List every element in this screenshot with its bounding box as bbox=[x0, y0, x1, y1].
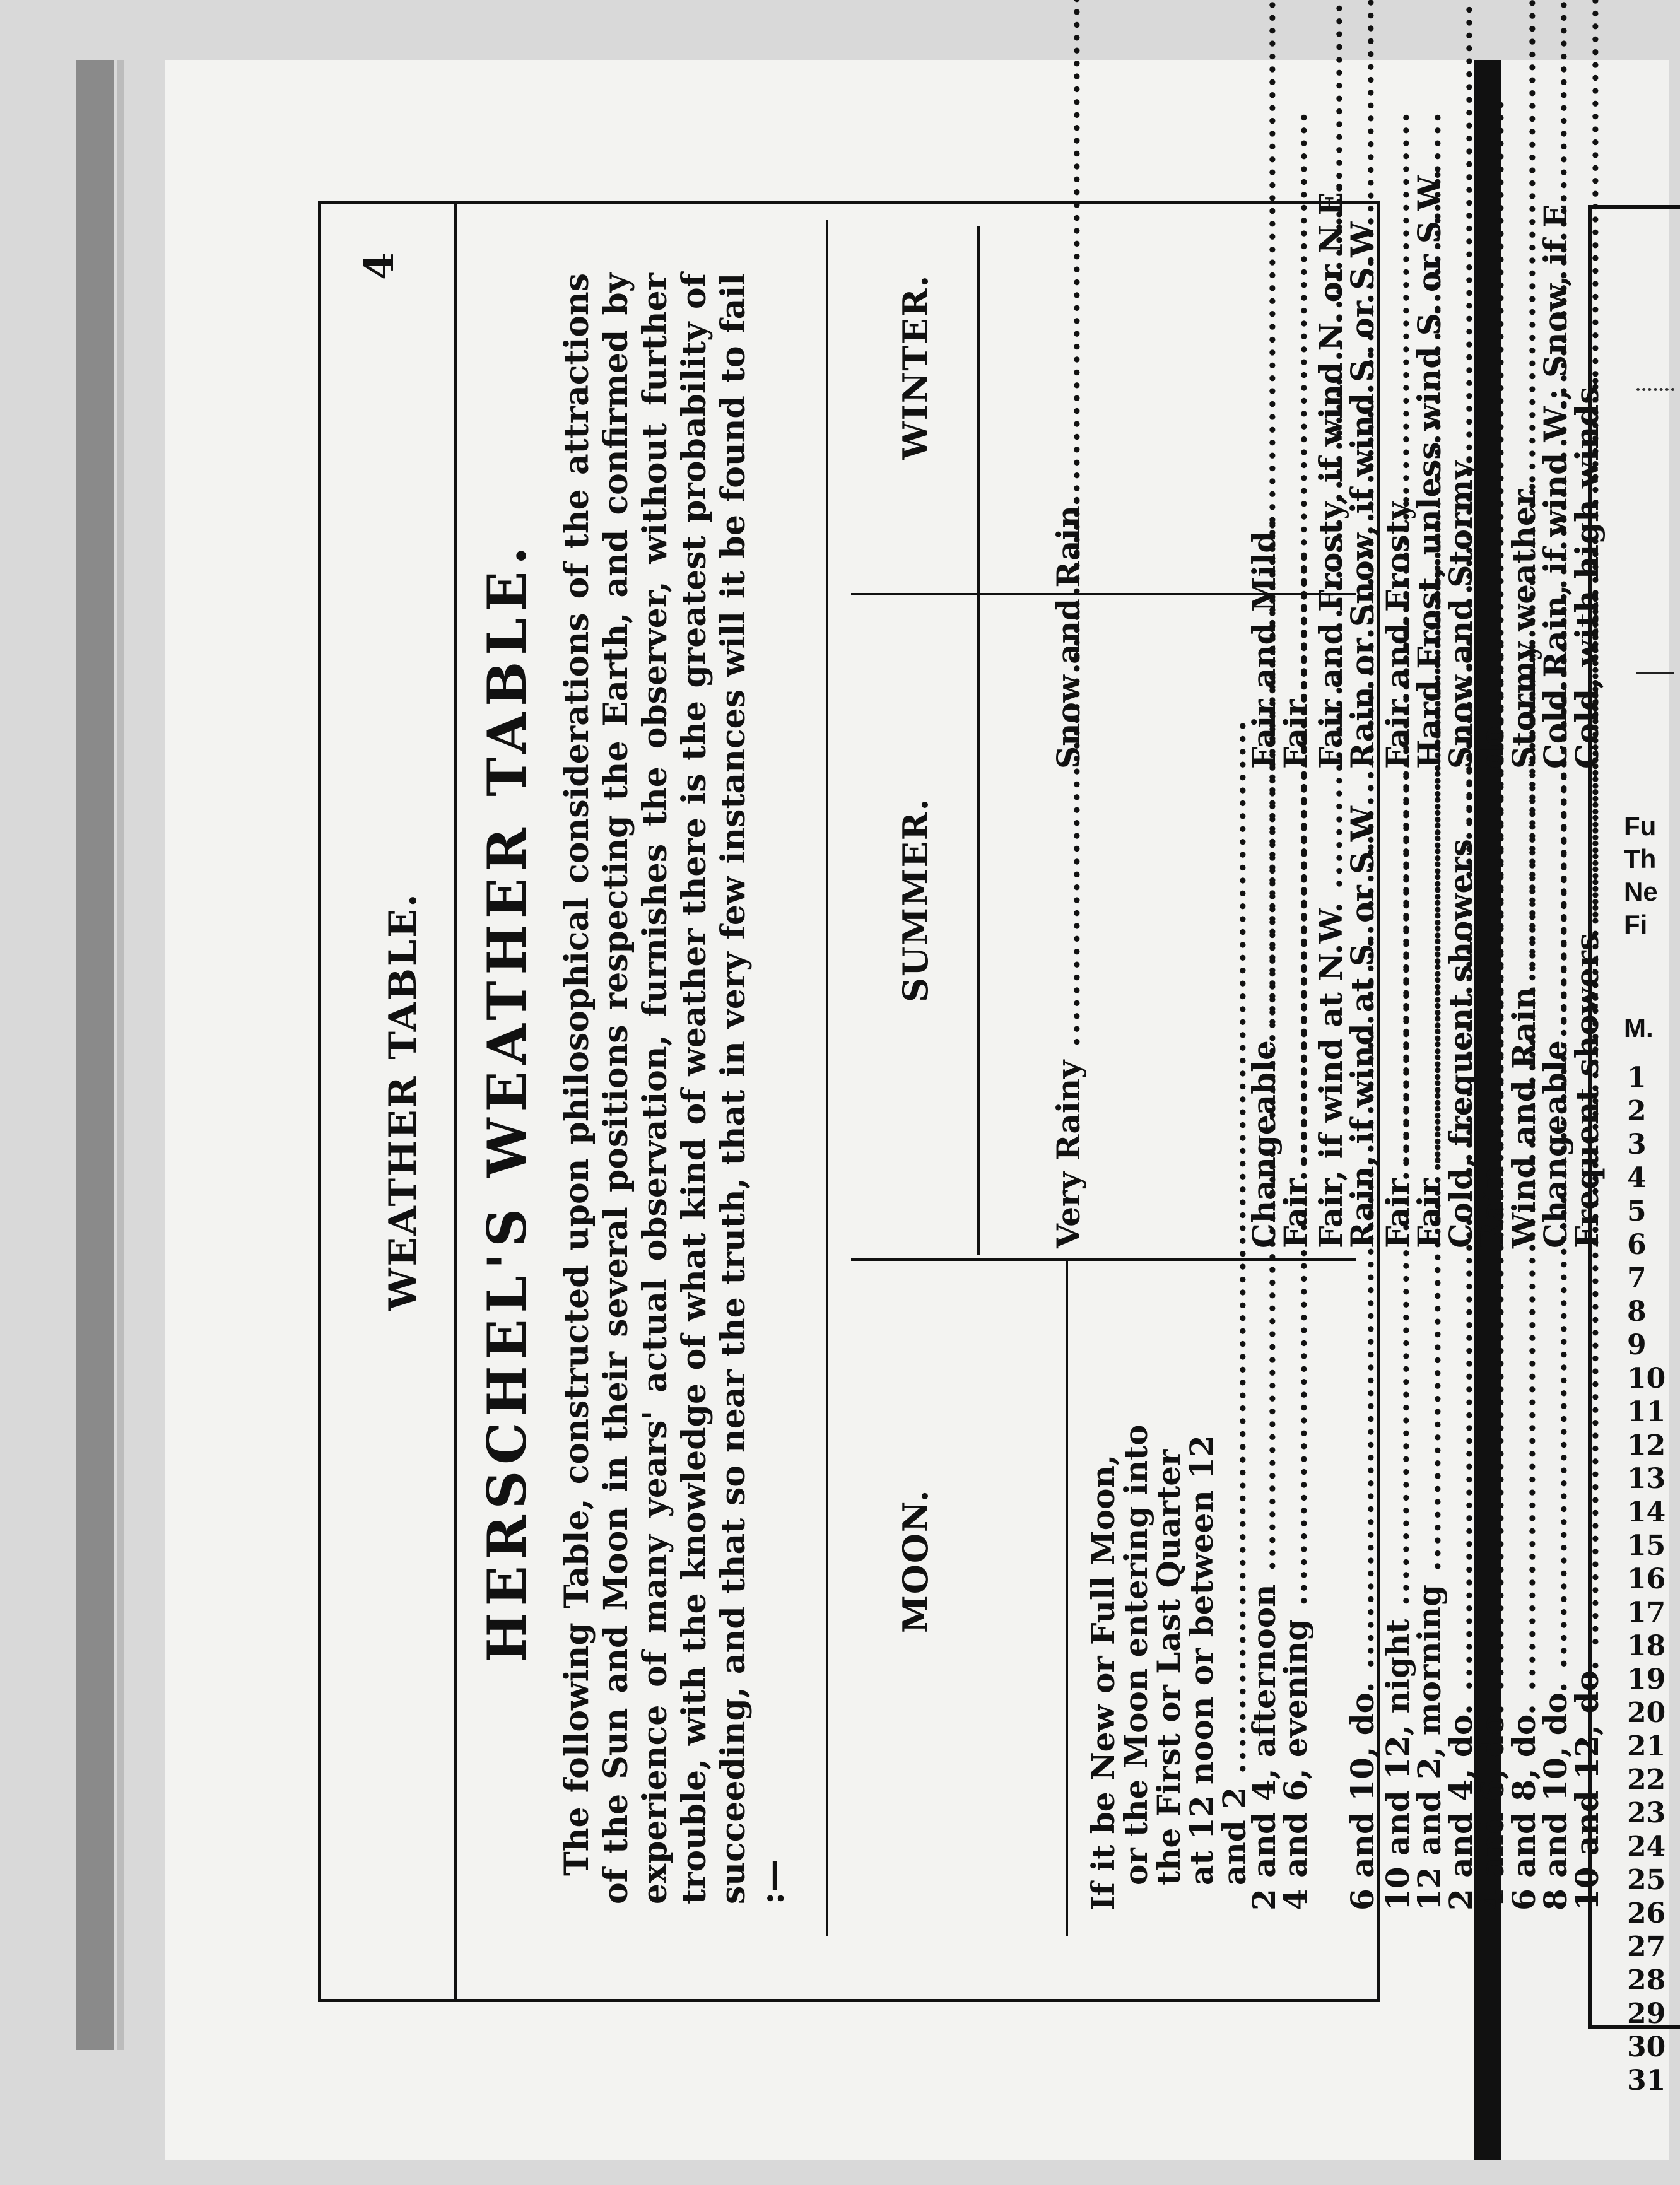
header-rule-summer bbox=[977, 226, 980, 1255]
moon-line: or the Moon entering into bbox=[1117, 1424, 1154, 1885]
adjacent-page-day-number: 29 bbox=[1627, 1998, 1666, 2030]
moon-line: and 2 ..... bbox=[1219, 718, 1250, 1885]
winter-cell: Fair and Mild. bbox=[1245, 520, 1283, 769]
winter-cell: Cold Rain, if wind W.; Snow, if E. bbox=[1537, 192, 1574, 769]
summer-cell: Fair ..... bbox=[1280, 592, 1312, 1248]
adjacent-page-day-number: 30 bbox=[1627, 2031, 1666, 2063]
moon-line: the First or Last Quarter bbox=[1150, 1449, 1187, 1885]
adjacent-page-dotted-rule bbox=[1636, 388, 1674, 391]
moon-cell: 8 and 10, do. ..... bbox=[1540, 1261, 1571, 1911]
adjacent-page-day-number: 20 bbox=[1627, 1697, 1666, 1729]
winter-cell: Cold, with high winds. bbox=[1568, 375, 1606, 769]
adjacent-page-day-number: 2 bbox=[1627, 1095, 1647, 1127]
summer-cell: Fair ..... bbox=[1414, 592, 1445, 1248]
adjacent-page-day-number: 15 bbox=[1627, 1530, 1666, 1562]
adjacent-page-heading: Th bbox=[1624, 844, 1657, 874]
adjacent-page-day-number: 8 bbox=[1627, 1296, 1647, 1328]
moon-cell: 2 and 4, afternoon ..... bbox=[1248, 1261, 1280, 1911]
adjacent-page-heading: Fi bbox=[1624, 910, 1648, 939]
adjacent-page-day-number: 9 bbox=[1627, 1329, 1647, 1361]
adjacent-page-day-number: 17 bbox=[1627, 1596, 1666, 1629]
summer-column-header: SUMMER. bbox=[895, 797, 936, 1002]
adjacent-page-heading: Ne bbox=[1624, 877, 1658, 906]
book-spine-edge bbox=[76, 60, 114, 2050]
rotated-content bbox=[321, 169, 1606, 1999]
moon-line: at 12 noon or between 12 bbox=[1183, 1435, 1220, 1885]
adjacent-page-day-number: 7 bbox=[1627, 1262, 1647, 1294]
adjacent-page-day-number: 21 bbox=[1627, 1730, 1666, 1762]
winter-cell: Fair and Frosty. bbox=[1379, 494, 1416, 769]
header-rule-moon bbox=[1066, 1261, 1068, 1936]
adjacent-page-day-number: 26 bbox=[1627, 1897, 1666, 1930]
adjacent-page-day-number: 28 bbox=[1627, 1964, 1666, 1996]
moon-cell: 4 and 6, do. ..... bbox=[1477, 1261, 1508, 1911]
page-number: 4 bbox=[356, 252, 403, 280]
winter-column-header: WINTER. bbox=[895, 274, 936, 460]
adjacent-page-day-number: 16 bbox=[1627, 1563, 1666, 1595]
summer-cell: Rain, if wind at S. or S.W ..... bbox=[1347, 592, 1378, 1248]
winter-cell: Fair. bbox=[1277, 691, 1314, 769]
winter-cell: Stormy weather. bbox=[1505, 481, 1542, 769]
intro-paragraph: The following Table, constructed upon philosophical considerations of the attractions of the Sun and Moon in their several positions respecting the Earth, and confirmed by experience of many years' actual observation, furnishes the observer, without further trouble, with the knowledge of what kind of weather there is the greatest probability of succeeding, and that so near the truth, that in very few instances will it be found to fail :— bbox=[558, 273, 792, 1904]
page-title: HERSCHEL'S WEATHER TABLE. bbox=[476, 540, 538, 1663]
winter-cell: Hard Frost, unless wind S. or S.W. bbox=[1411, 169, 1448, 769]
summer-cell: Rain ..... bbox=[1477, 592, 1508, 1248]
adjacent-page-day-number: 25 bbox=[1627, 1864, 1666, 1896]
adjacent-page-day-number: 18 bbox=[1627, 1630, 1666, 1662]
winter-cell: Fair and Frosty, if wind N. or N.E. bbox=[1312, 180, 1349, 769]
adjacent-page-heading: Fu bbox=[1624, 811, 1657, 841]
adjacent-page-column-label: M. bbox=[1624, 1013, 1654, 1043]
summer-cell: Changeable ..... bbox=[1248, 592, 1280, 1248]
adjacent-page-day-number: 12 bbox=[1627, 1429, 1666, 1462]
moon-cell: 2 and 4, do. ..... bbox=[1445, 1261, 1477, 1911]
adjacent-page-day-number: 24 bbox=[1627, 1831, 1666, 1863]
page-header bbox=[321, 204, 457, 1999]
summer-cell: Changeable ..... bbox=[1540, 592, 1571, 1248]
weather-table-frame bbox=[318, 169, 1606, 2002]
adjacent-page-day-number: 27 bbox=[1627, 1931, 1666, 1963]
summer-cell: Frequent showers ..... bbox=[1571, 592, 1603, 1248]
adjacent-page-day-number: 19 bbox=[1627, 1663, 1666, 1696]
moon-cell: 4 and 6, evening ..... bbox=[1280, 1261, 1312, 1911]
first-row-summer: Very Rainy ..... bbox=[1053, 0, 1084, 1248]
moon-column-header: MOON. bbox=[895, 1489, 936, 1633]
book-spine-highlight bbox=[117, 60, 124, 2050]
moon-cell: 12 and 2, morning ..... bbox=[1414, 1261, 1445, 1911]
adjacent-page-day-number: 5 bbox=[1627, 1195, 1647, 1227]
table-rule-top bbox=[826, 220, 828, 1936]
summer-cell: Wind and Rain ..... bbox=[1508, 592, 1540, 1248]
winter-cell: do. bbox=[1474, 715, 1511, 769]
adjacent-page-day-number: 31 bbox=[1627, 2065, 1666, 2097]
winter-cell: Snow and Stormy. bbox=[1442, 454, 1479, 769]
adjacent-page-day-number: 3 bbox=[1627, 1128, 1647, 1161]
adjacent-page-day-number: 11 bbox=[1627, 1396, 1666, 1428]
moon-cell: 10 and 12, do. ..... bbox=[1571, 1261, 1603, 1911]
summer-cell: Fair, if wind at N.W. ..... bbox=[1315, 592, 1347, 1248]
adjacent-page-rule bbox=[1636, 672, 1674, 674]
adjacent-page-day-number: 10 bbox=[1627, 1362, 1666, 1395]
winter-cell: Rain or Snow, if wind S. or S.W. bbox=[1344, 216, 1381, 769]
adjacent-page-day-number: 14 bbox=[1627, 1496, 1666, 1528]
adjacent-page-day-number: 22 bbox=[1627, 1764, 1666, 1796]
adjacent-page-day-number: 4 bbox=[1627, 1162, 1647, 1194]
adjacent-page-day-number: 6 bbox=[1627, 1229, 1647, 1261]
running-title: WEATHER TABLE. bbox=[381, 892, 425, 1311]
summer-cell: Fair ..... bbox=[1382, 592, 1414, 1248]
adjacent-page-day-number: 13 bbox=[1627, 1463, 1666, 1495]
moon-cell: 10 and 12, night ..... bbox=[1382, 1261, 1414, 1911]
summer-cell: Cold, frequent showers ..... bbox=[1445, 592, 1477, 1248]
adjacent-page-day-number: 23 bbox=[1627, 1797, 1666, 1829]
first-row-winter: Snow and Rain. bbox=[1050, 494, 1087, 769]
moon-cell: 6 and 10, do. ..... bbox=[1347, 1261, 1378, 1911]
moon-cell: 6 and 8, do. ..... bbox=[1508, 1261, 1540, 1911]
adjacent-page-day-number: 1 bbox=[1627, 1062, 1647, 1094]
moon-line: If it be New or Full Moon, bbox=[1084, 1454, 1122, 1911]
